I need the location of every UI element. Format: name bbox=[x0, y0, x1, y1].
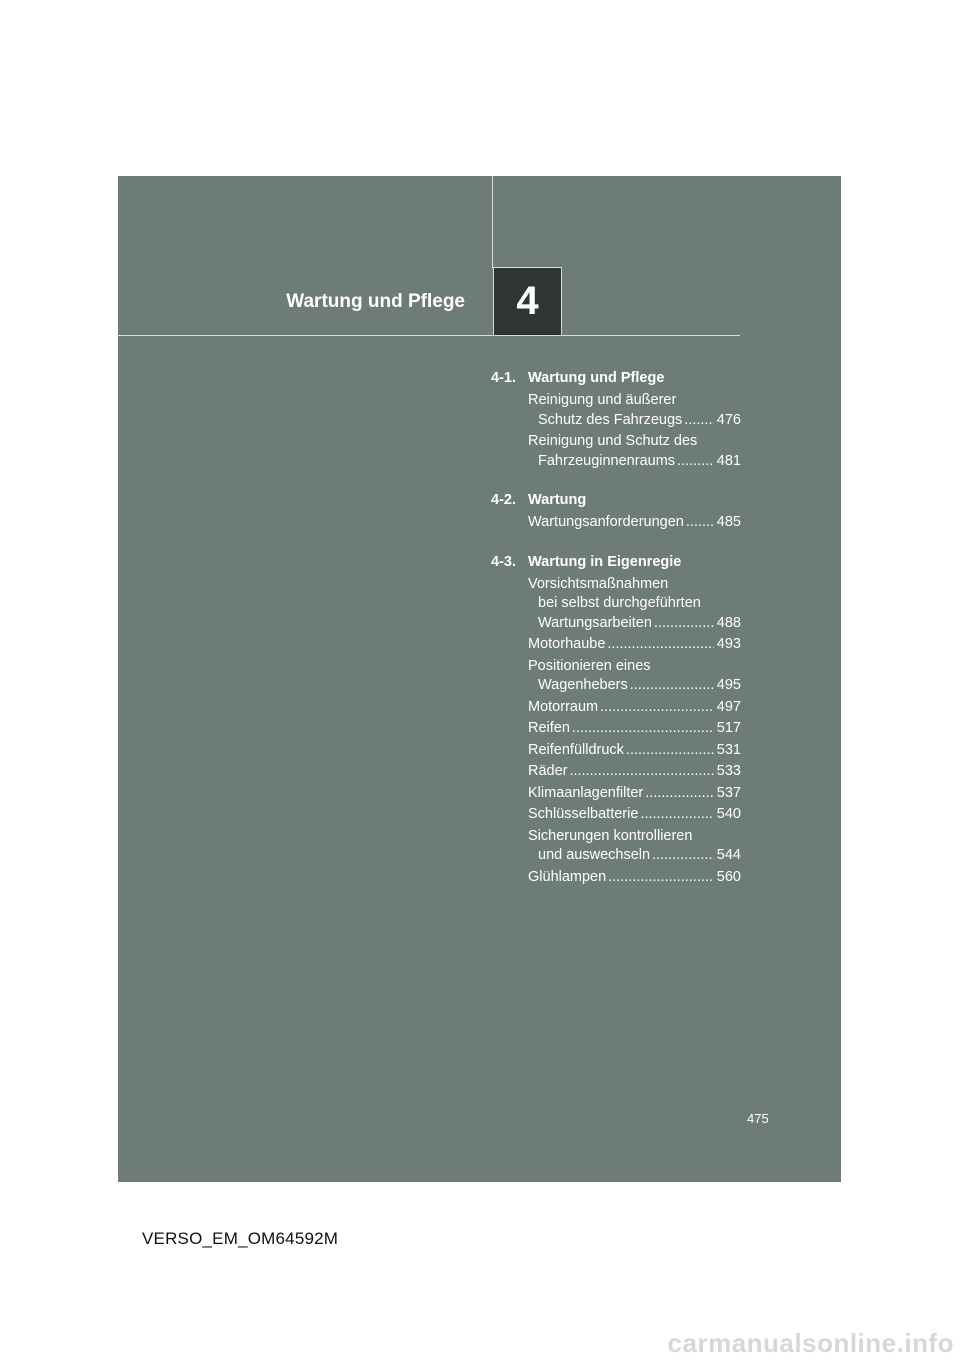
entry-line bbox=[528, 719, 741, 739]
entry-line bbox=[528, 805, 741, 825]
dot-leader bbox=[654, 614, 714, 634]
entry-page-number: 540 bbox=[716, 806, 741, 822]
entry-line bbox=[528, 784, 741, 804]
entry-page-number: 493 bbox=[716, 636, 741, 652]
entry-title: Reifen bbox=[528, 720, 570, 736]
dot-leader bbox=[677, 452, 714, 472]
toc-entry[interactable] bbox=[528, 719, 741, 739]
entry-page-number: 517 bbox=[716, 720, 741, 736]
toc-entry[interactable] bbox=[528, 741, 741, 761]
chapter-number: 4 bbox=[516, 279, 539, 323]
section-number: 4-1. bbox=[491, 370, 516, 386]
entry-page-number: 481 bbox=[716, 452, 741, 469]
entry-title: Schlüsselbatterie bbox=[528, 806, 639, 822]
dot-leader bbox=[608, 868, 714, 888]
entry-line bbox=[528, 614, 741, 634]
entry-title: Reinigung und äußerer bbox=[528, 392, 677, 408]
toc-entry[interactable] bbox=[528, 575, 741, 634]
entry-line bbox=[528, 432, 741, 452]
section-heading bbox=[491, 552, 741, 572]
dot-leader bbox=[600, 698, 714, 718]
entry-page-number: 560 bbox=[716, 868, 741, 885]
toc-entry[interactable] bbox=[528, 432, 741, 471]
entry-page-number: 533 bbox=[716, 763, 741, 779]
entry-line bbox=[528, 846, 741, 866]
toc-entry[interactable] bbox=[528, 391, 741, 430]
entry-title: Wagenhebers bbox=[538, 677, 628, 693]
entry-line bbox=[528, 698, 741, 718]
entry-title: Reifenfülldruck bbox=[528, 741, 624, 758]
entry-page-number: 531 bbox=[716, 741, 741, 758]
entry-title: Glühlampen bbox=[528, 868, 607, 885]
dot-leader bbox=[645, 784, 714, 804]
dot-leader bbox=[640, 805, 713, 825]
entry-line bbox=[528, 452, 741, 472]
entry-title: Fahrzeuginnenraums bbox=[538, 452, 676, 469]
chapter-title: Wartung und Pflege bbox=[286, 291, 465, 312]
dot-leader bbox=[652, 846, 714, 866]
horizontal-divider bbox=[118, 335, 740, 336]
entry-page-number: 488 bbox=[716, 614, 741, 631]
section-title: Wartung und Pflege bbox=[528, 370, 665, 386]
toc-entry[interactable] bbox=[528, 762, 741, 782]
entry-title: Positionieren eines bbox=[528, 657, 651, 674]
entry-title: Klimaanlagenfilter bbox=[528, 784, 644, 801]
page-number: 475 bbox=[747, 1111, 769, 1126]
section-title: Wartung in Eigenregie bbox=[528, 553, 682, 570]
toc-entry[interactable] bbox=[528, 513, 741, 533]
entry-line bbox=[528, 657, 741, 677]
entry-line bbox=[528, 676, 741, 696]
entry-line bbox=[528, 741, 741, 761]
entry-page-number: 485 bbox=[716, 514, 741, 530]
entry-page-number: 537 bbox=[716, 784, 741, 801]
document-code: VERSO_EM_OM64592M bbox=[142, 1229, 339, 1248]
toc-section bbox=[491, 552, 741, 888]
toc-entry[interactable] bbox=[528, 698, 741, 718]
entry-page-number: 497 bbox=[716, 698, 741, 715]
entry-title: bei selbst durchgeführten bbox=[538, 595, 701, 611]
section-number: 4-3. bbox=[491, 553, 516, 570]
toc-section bbox=[491, 368, 741, 471]
toc-section bbox=[491, 490, 741, 533]
dot-leader bbox=[686, 513, 714, 533]
section-title: Wartung bbox=[528, 492, 587, 508]
entry-line bbox=[528, 762, 741, 782]
toc-entry[interactable] bbox=[528, 805, 741, 825]
entry-line bbox=[528, 411, 741, 431]
entry-page-number: 476 bbox=[716, 411, 741, 428]
dot-leader bbox=[626, 741, 714, 761]
dot-leader bbox=[607, 635, 713, 655]
entry-title: Motorraum bbox=[528, 698, 599, 715]
entry-title: Räder bbox=[528, 763, 568, 779]
dot-leader bbox=[630, 676, 714, 696]
entry-page-number: 544 bbox=[716, 847, 741, 863]
entry-line bbox=[528, 635, 741, 655]
entry-line bbox=[528, 827, 741, 847]
toc-entry[interactable] bbox=[528, 827, 741, 866]
entry-title: Schutz des Fahrzeugs bbox=[538, 411, 683, 428]
entry-line bbox=[528, 575, 741, 595]
toc-entry[interactable] bbox=[528, 657, 741, 696]
entry-title: Reinigung und Schutz des bbox=[528, 433, 698, 449]
section-heading bbox=[491, 368, 741, 388]
entry-line bbox=[528, 391, 741, 411]
toc-entry[interactable] bbox=[528, 635, 741, 655]
entry-title: und auswechseln bbox=[538, 847, 651, 863]
toc-entry[interactable] bbox=[528, 784, 741, 804]
entry-title: Motorhaube bbox=[528, 636, 606, 652]
chapter-number-badge bbox=[493, 267, 562, 335]
entry-page-number: 495 bbox=[716, 677, 741, 693]
entry-title: Wartungsarbeiten bbox=[538, 614, 652, 631]
section-number: 4-2. bbox=[491, 492, 516, 508]
dot-leader bbox=[570, 762, 714, 782]
entry-line bbox=[528, 868, 741, 888]
entry-line bbox=[528, 594, 741, 614]
watermark: carmanualsonline.info bbox=[667, 1328, 954, 1358]
dot-leader bbox=[684, 411, 714, 431]
vertical-divider bbox=[492, 176, 493, 268]
section-heading bbox=[491, 490, 741, 510]
entry-title: Vorsichtsmaßnahmen bbox=[528, 575, 669, 592]
entry-title: Sicherungen kontrollieren bbox=[528, 827, 693, 844]
dot-leader bbox=[572, 719, 714, 739]
entry-line bbox=[528, 513, 741, 533]
toc-entry[interactable] bbox=[528, 868, 741, 888]
entry-title: Wartungsanforderungen bbox=[528, 514, 684, 530]
table-of-contents bbox=[491, 368, 741, 906]
